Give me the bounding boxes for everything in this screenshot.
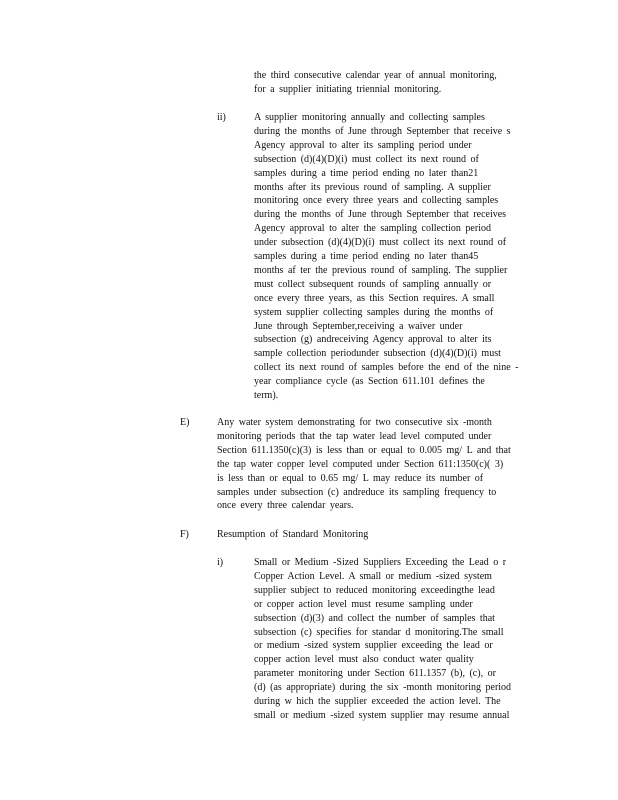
text-line: copper action level must also conduct water quality xyxy=(254,654,474,666)
text-line: subsection (d)(3) and collect the number of samples that xyxy=(254,612,495,624)
list-marker-f: F) xyxy=(180,529,189,540)
text-line: the tap water copper level computed under Section 611:1350(c)( 3) xyxy=(217,458,504,470)
text-line: for a supplier initiating triennial monitoring. xyxy=(254,84,442,95)
text-line: months af ter the previous round of sampling. The supplier xyxy=(254,264,508,276)
text-line: subsection (c) specifies for standar d monitoring.The small xyxy=(254,626,504,638)
text-line: system supplier collecting samples during the months of xyxy=(254,306,494,318)
list-marker-i: i) xyxy=(217,557,224,568)
text-line: under subsection (d)(4)(D)(i) must collect its next round of xyxy=(254,237,507,249)
text-line: term). xyxy=(254,390,279,401)
text-line: June through September,receiving a waiver under xyxy=(254,320,463,332)
text-line: Copper Action Level. A small or medium -sized system xyxy=(254,570,492,582)
text-line: monitoring periods that the tap water lead level computed under xyxy=(217,430,492,442)
list-marker-ii: ii) xyxy=(217,112,226,123)
text-line: must collect subsequent rounds of sampling annually or xyxy=(254,278,492,290)
text-line: samples under subsection (c) andreduce its sampling frequency to xyxy=(217,486,497,498)
text-line: samples during a time period ending no later than21 xyxy=(254,167,479,179)
text-line: sample collection periodunder subsection (d)(4)(D)(i) must xyxy=(254,348,501,360)
text-line: during the months of June through September that receive s xyxy=(254,125,511,137)
text-line: small or medium -sized system supplier may resume annual xyxy=(254,709,510,721)
text-line: or medium -sized system supplier exceeding the lead or xyxy=(254,640,493,652)
text-line: (d) (as appropriate) during the six -month monitoring period xyxy=(254,682,512,694)
text-line: subsection (d)(4)(D)(i) must collect its next round of xyxy=(254,153,479,165)
list-marker-e: E) xyxy=(180,417,190,428)
text-line: collect its next round of samples before the end of the nine - xyxy=(254,362,519,374)
text-line: once every three years, as this Section requires. A small xyxy=(254,292,495,304)
text-line: once every three calendar years. xyxy=(217,500,354,512)
text-line: monitoring once every three years and collecting samples xyxy=(254,195,499,207)
text-line: year compliance cycle (as Section 611.101 defines the xyxy=(254,376,485,388)
text-line: Section 611.1350(c)(3) is less than or equal to 0.005 mg/ L and that xyxy=(217,444,511,456)
text-line: during the months of June through September that receives xyxy=(254,209,507,221)
text-line: during w hich the supplier exceeded the action level. The xyxy=(254,696,501,707)
section-heading: Resumption of Standard Monitoring xyxy=(217,529,369,540)
text-line: months after its previous round of sampling. A supplier xyxy=(254,181,491,193)
text-line: is less than or equal to 0.65 mg/ L may reduce its number of xyxy=(217,472,484,484)
text-line: Agency approval to alter its sampling period under xyxy=(254,139,472,151)
text-line: Small or Medium -Sized Suppliers Exceeding the Lead o r xyxy=(254,557,507,568)
text-line: A supplier monitoring annually and collecting samples xyxy=(254,112,485,123)
text-line: the third consecutive calendar year of annual monitoring, xyxy=(254,70,497,81)
text-line: or copper action level must resume sampling under xyxy=(254,598,473,610)
text-line: supplier subject to reduced monitoring exceedingthe lead xyxy=(254,584,495,596)
text-line: samples during a time period ending no later than45 xyxy=(254,251,479,262)
text-line: Agency approval to alter the sampling collection period xyxy=(254,223,491,235)
text-line: subsection (g) andreceiving Agency approval to alter its xyxy=(254,334,492,346)
text-line: parameter monitoring under Section 611.1357 (b), (c), or xyxy=(254,668,496,680)
text-line: Any water system demonstrating for two consecutive six -month xyxy=(217,417,492,428)
